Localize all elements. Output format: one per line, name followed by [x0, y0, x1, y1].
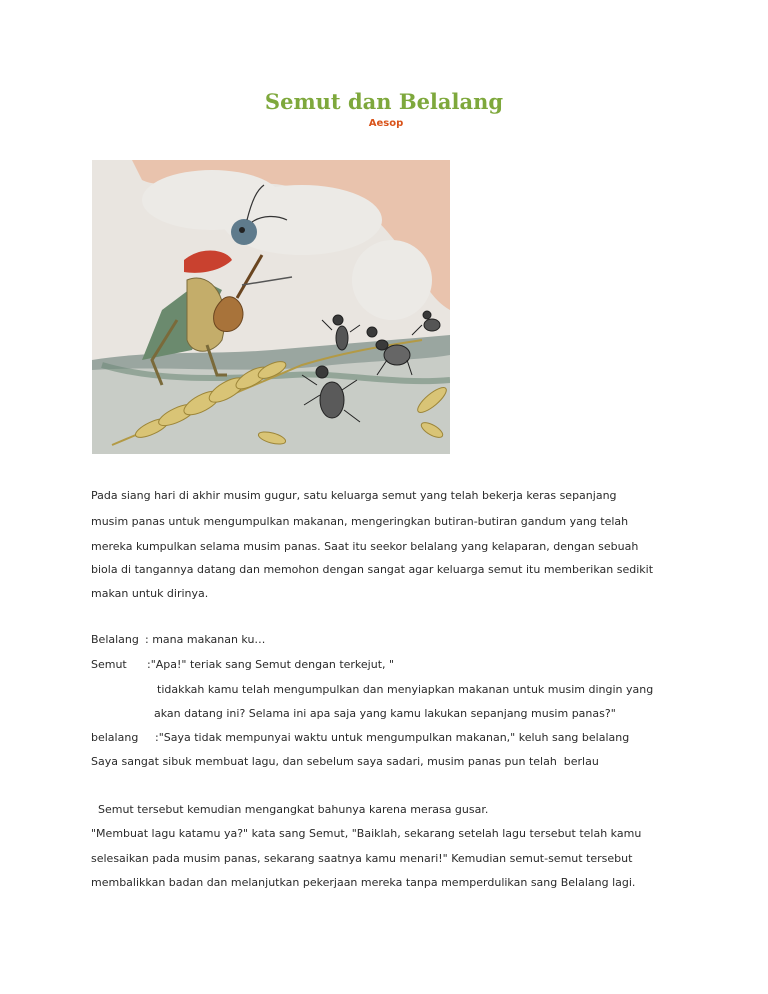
- closing-line-1: Semut tersebut kemudian mengangkat bahunya karena merasa gusar.: [98, 803, 489, 816]
- intro-line-4: biola di tangannya datang dan memohon dengan sangat agar keluarga semut itu memberikan sedikit: [91, 563, 654, 576]
- closing-line-3: selesaikan pada musim panas, sekarang saatnya kamu menari!" Kemudian semut-semut tersebut: [91, 852, 633, 865]
- intro-line-1: Pada siang hari di akhir musim gugur, satu keluarga semut yang telah bekerja keras sepanjang: [91, 489, 617, 502]
- intro-line-2: musim panas untuk mengumpulkan makanan, mengeringkan butiran-butiran gandum yang telah: [91, 515, 629, 528]
- dialogue-line-5: :"Saya tidak mempunyai waktu untuk mengumpulkan makanan," keluh sang belalang: [155, 731, 630, 744]
- dialogue-speaker-semut: Semut: [91, 658, 127, 671]
- dialogue-speaker-belalang-2: belalang: [91, 731, 139, 744]
- closing-line-2: "Membuat lagu katamu ya?" kata sang Semut, "Baiklah, sekarang setelah lagu tersebut telah kamu: [91, 827, 642, 840]
- story-author: Aesop: [368, 118, 404, 129]
- closing-line-4: membalikkan badan dan melanjutkan pekerjaan mereka tanpa memperdulikan sang Belalang lagi.: [91, 876, 636, 889]
- story-title: Semut dan Belalang: [264, 89, 504, 114]
- intro-line-5: makan untuk dirinya.: [91, 587, 209, 600]
- intro-line-3: mereka kumpulkan selama musim panas. Saat itu seekor belalang yang kelaparan, dengan sebuah: [91, 540, 639, 553]
- dialogue-line-3: tidakkah kamu telah mengumpulkan dan menyiapkan makanan untuk musim dingin yang: [157, 683, 654, 696]
- dialogue-line-1: : mana makanan ku…: [145, 633, 266, 646]
- dialogue-line-6: Saya sangat sibuk membuat lagu, dan sebelum saya sadari, musim panas pun telah berlau: [91, 755, 599, 768]
- dialogue-line-4: akan datang ini? Selama ini apa saja yang kamu lakukan sepanjang musim panas?": [154, 707, 616, 720]
- story-illustration: [92, 160, 450, 454]
- dialogue-line-2: :"Apa!" teriak sang Semut dengan terkejut, ": [147, 658, 395, 671]
- dialogue-speaker-belalang: Belalang: [91, 633, 139, 646]
